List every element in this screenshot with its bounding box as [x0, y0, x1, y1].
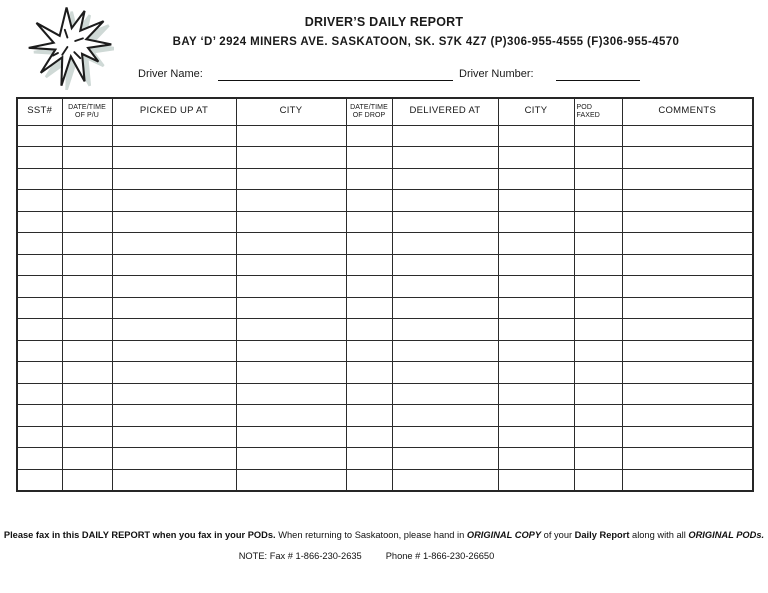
- table-cell: [622, 254, 753, 276]
- table-cell: [498, 297, 574, 319]
- table-cell: [574, 211, 622, 233]
- table-cell: [17, 276, 62, 298]
- col-header-comments: COMMENTS: [622, 98, 753, 125]
- col-header-date-time-drop: DATE/TIME OF DROP: [346, 98, 392, 125]
- driver-name-label: Driver Name:: [138, 68, 203, 80]
- table-row: [17, 147, 753, 169]
- table-cell: [498, 340, 574, 362]
- table-row: [17, 190, 753, 212]
- table-cell: [392, 297, 498, 319]
- table-cell: [112, 297, 236, 319]
- table-row: [17, 405, 753, 427]
- table-cell: [622, 383, 753, 405]
- table-cell: [622, 211, 753, 233]
- table-cell: [62, 233, 112, 255]
- table-cell: [392, 469, 498, 491]
- table-row: [17, 297, 753, 319]
- table-cell: [236, 362, 346, 384]
- col-header-delivered-at: DELIVERED AT: [392, 98, 498, 125]
- table-cell: [62, 405, 112, 427]
- table-cell: [574, 190, 622, 212]
- table-cell: [62, 190, 112, 212]
- table-cell: [112, 340, 236, 362]
- table-cell: [112, 383, 236, 405]
- table-cell: [236, 147, 346, 169]
- table-cell: [622, 362, 753, 384]
- table-cell: [574, 405, 622, 427]
- table-row: [17, 469, 753, 491]
- table-cell: [112, 276, 236, 298]
- table-cell: [392, 276, 498, 298]
- table-cell: [17, 254, 62, 276]
- table-cell: [62, 211, 112, 233]
- table-cell: [17, 168, 62, 190]
- table-cell: [622, 297, 753, 319]
- table-cell: [392, 211, 498, 233]
- table-cell: [622, 233, 753, 255]
- table-cell: [236, 383, 346, 405]
- notice-segment: Please fax in this DAILY REPORT when you fax in your PODs.: [3, 530, 276, 540]
- table-cell: [622, 405, 753, 427]
- table-cell: [17, 233, 62, 255]
- table-cell: [62, 469, 112, 491]
- table-cell: [498, 233, 574, 255]
- table-cell: [236, 319, 346, 341]
- table-cell: [346, 426, 392, 448]
- table-cell: [346, 383, 392, 405]
- col-header-city-drop: CITY: [498, 98, 574, 125]
- footer-note: [0, 551, 768, 561]
- col-header-city-pu: CITY: [236, 98, 346, 125]
- table-cell: [574, 125, 622, 147]
- table-cell: [574, 362, 622, 384]
- table-cell: [17, 340, 62, 362]
- table-cell: [17, 448, 62, 470]
- table-row: [17, 168, 753, 190]
- table-cell: [346, 448, 392, 470]
- table-header-row: [17, 98, 753, 125]
- table-cell: [622, 147, 753, 169]
- table-cell: [574, 168, 622, 190]
- table-cell: [236, 469, 346, 491]
- table-cell: [392, 405, 498, 427]
- table-cell: [392, 147, 498, 169]
- table-cell: [346, 233, 392, 255]
- table-cell: [62, 448, 112, 470]
- table-cell: [346, 297, 392, 319]
- table-cell: [346, 125, 392, 147]
- table-row: [17, 125, 753, 147]
- table-cell: [112, 147, 236, 169]
- col-header-pod-faxed: POD FAXED: [574, 98, 622, 125]
- table-cell: [574, 147, 622, 169]
- table-cell: [574, 426, 622, 448]
- phone-note: Phone # 1-866-230-26650: [385, 551, 495, 561]
- table-cell: [236, 168, 346, 190]
- table-cell: [17, 469, 62, 491]
- table-cell: [112, 211, 236, 233]
- table-cell: [112, 319, 236, 341]
- table-cell: [622, 426, 753, 448]
- table-cell: [622, 448, 753, 470]
- table-cell: [62, 340, 112, 362]
- table-cell: [346, 168, 392, 190]
- table-cell: [392, 426, 498, 448]
- table-cell: [236, 405, 346, 427]
- table-cell: [112, 254, 236, 276]
- table-row: [17, 426, 753, 448]
- table-row: [17, 362, 753, 384]
- table-cell: [498, 362, 574, 384]
- driver-fields-row: [0, 66, 768, 84]
- table-cell: [17, 125, 62, 147]
- table-cell: [17, 426, 62, 448]
- table-cell: [346, 405, 392, 427]
- table-cell: [112, 168, 236, 190]
- driver-number-field: [556, 66, 640, 81]
- table-row: [17, 233, 753, 255]
- table-cell: [574, 340, 622, 362]
- table-cell: [17, 383, 62, 405]
- table-cell: [236, 426, 346, 448]
- table-cell: [574, 297, 622, 319]
- company-address: BAY ‘D’ 2924 MINERS AVE. SASKATOON, SK. S7K 4Z7 (P)306-955-4555 (F)306-955-4570: [172, 36, 680, 48]
- table-row: [17, 319, 753, 341]
- table-cell: [346, 340, 392, 362]
- table-row: [17, 276, 753, 298]
- table-cell: [498, 147, 574, 169]
- table-cell: [622, 168, 753, 190]
- table-cell: [236, 125, 346, 147]
- table-cell: [112, 362, 236, 384]
- table-cell: [236, 448, 346, 470]
- table-cell: [112, 125, 236, 147]
- table-cell: [62, 297, 112, 319]
- table-row: [17, 448, 753, 470]
- table-cell: [112, 233, 236, 255]
- footer-notice: [0, 530, 768, 540]
- table-cell: [346, 319, 392, 341]
- table-cell: [236, 211, 346, 233]
- driver-name-field: [218, 66, 453, 81]
- table-cell: [236, 190, 346, 212]
- table-cell: [498, 426, 574, 448]
- table-cell: [574, 254, 622, 276]
- table-cell: [112, 190, 236, 212]
- table-cell: [17, 190, 62, 212]
- table-cell: [112, 469, 236, 491]
- table-cell: [498, 168, 574, 190]
- table-cell: [498, 211, 574, 233]
- table-cell: [62, 319, 112, 341]
- notice-segment: along with all: [629, 530, 689, 540]
- table-cell: [62, 125, 112, 147]
- table-cell: [622, 469, 753, 491]
- table-cell: [62, 168, 112, 190]
- table-cell: [236, 254, 346, 276]
- fax-note: NOTE: Fax # 1-866-230-2635: [238, 551, 362, 561]
- table-cell: [346, 276, 392, 298]
- table-cell: [392, 319, 498, 341]
- table-cell: [392, 362, 498, 384]
- table-cell: [236, 276, 346, 298]
- table-cell: [112, 405, 236, 427]
- notice-segment: of your: [541, 530, 575, 540]
- table-cell: [498, 469, 574, 491]
- notice-segment: ORIGINAL PODs.: [688, 530, 765, 540]
- table-cell: [498, 276, 574, 298]
- table-cell: [346, 147, 392, 169]
- table-cell: [392, 190, 498, 212]
- table-cell: [574, 276, 622, 298]
- table-cell: [112, 448, 236, 470]
- table-cell: [392, 125, 498, 147]
- table-cell: [498, 254, 574, 276]
- table-cell: [392, 254, 498, 276]
- table-cell: [62, 276, 112, 298]
- table-cell: [62, 254, 112, 276]
- notice-segment: When returning to Saskatoon, please hand in: [275, 530, 467, 540]
- table-cell: [498, 190, 574, 212]
- table-row: [17, 254, 753, 276]
- table-cell: [17, 405, 62, 427]
- table-cell: [392, 383, 498, 405]
- table-cell: [62, 147, 112, 169]
- table-cell: [346, 362, 392, 384]
- report-table: [16, 97, 754, 492]
- table-cell: [498, 125, 574, 147]
- table-cell: [112, 426, 236, 448]
- table-cell: [392, 233, 498, 255]
- table-cell: [622, 125, 753, 147]
- table-cell: [498, 383, 574, 405]
- table-cell: [62, 426, 112, 448]
- table-cell: [622, 276, 753, 298]
- driver-number-label: Driver Number:: [459, 68, 534, 80]
- table-cell: [622, 340, 753, 362]
- table-cell: [17, 147, 62, 169]
- table-cell: [574, 233, 622, 255]
- table-cell: [346, 254, 392, 276]
- notice-segment: Daily Report: [574, 530, 630, 540]
- table-cell: [498, 319, 574, 341]
- col-header-picked-up-at: PICKED UP AT: [112, 98, 236, 125]
- table-cell: [622, 319, 753, 341]
- table-cell: [498, 448, 574, 470]
- notice-segment: ORIGINAL COPY: [466, 530, 542, 540]
- col-header-date-time-pu: DATE/TIME OF P/U: [62, 98, 112, 125]
- table-cell: [17, 211, 62, 233]
- table-cell: [62, 383, 112, 405]
- table-cell: [574, 319, 622, 341]
- table-row: [17, 383, 753, 405]
- table-row: [17, 211, 753, 233]
- table-cell: [346, 469, 392, 491]
- col-header-sst: SST#: [17, 98, 62, 125]
- table-cell: [17, 297, 62, 319]
- table-cell: [392, 340, 498, 362]
- table-cell: [498, 405, 574, 427]
- table-cell: [17, 319, 62, 341]
- table-cell: [17, 362, 62, 384]
- form-title: DRIVER’S DAILY REPORT: [304, 15, 464, 29]
- table-cell: [346, 211, 392, 233]
- table-cell: [236, 340, 346, 362]
- table-cell: [574, 469, 622, 491]
- table-cell: [574, 448, 622, 470]
- table-cell: [574, 383, 622, 405]
- table-cell: [346, 190, 392, 212]
- table-cell: [62, 362, 112, 384]
- table-cell: [236, 297, 346, 319]
- table-cell: [236, 233, 346, 255]
- table-row: [17, 340, 753, 362]
- table-cell: [622, 190, 753, 212]
- table-cell: [392, 448, 498, 470]
- table-cell: [392, 168, 498, 190]
